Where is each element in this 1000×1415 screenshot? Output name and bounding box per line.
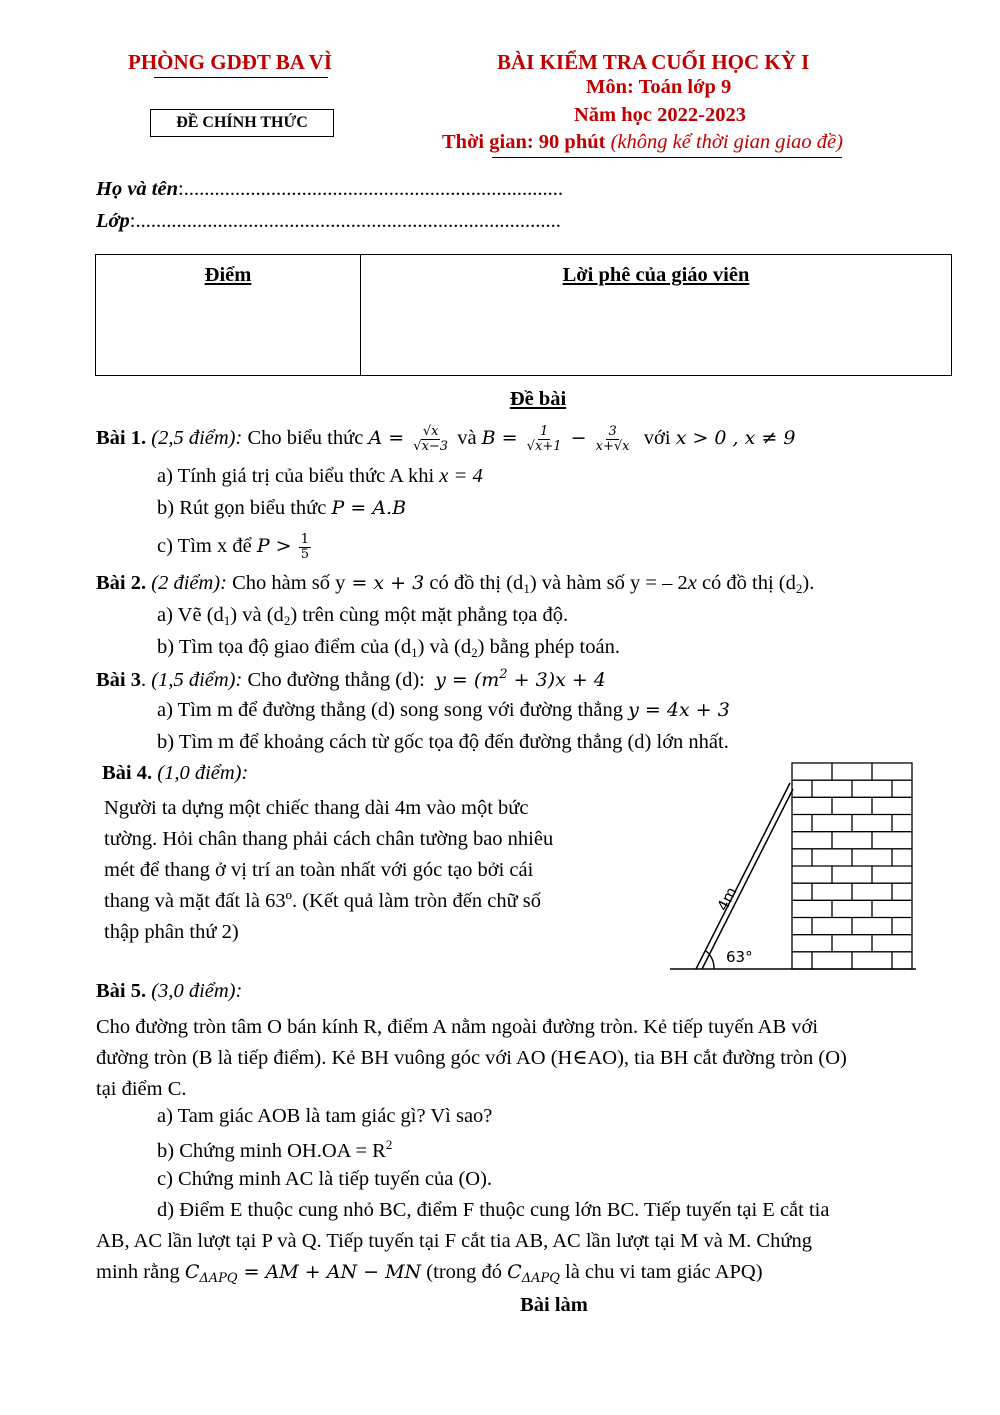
bai2-a-text: a) Vẽ (d (157, 604, 224, 626)
angle-label: 63° (726, 948, 753, 966)
minus-sign: − (570, 427, 587, 449)
name-dots: :.......................................................................... (178, 178, 563, 200)
bai1-c-math: P > (256, 535, 292, 557)
bai2-text3: ) và hàm số y = – 2 (529, 572, 688, 594)
bai4-label: Bài 4. (102, 762, 153, 784)
bai4-line: thang và mặt đất là 63º. (Kết quả làm tròn đến chữ số (104, 890, 542, 912)
bai1-intro: Cho biểu thức (247, 427, 364, 449)
bai5-heading (96, 980, 242, 1003)
department-underline (154, 77, 328, 78)
ladder-line-1 (696, 783, 790, 969)
fraction-a: $\frac{√x}{√x-3}$ (413, 423, 449, 454)
comment-header: Lời phê của giáo viên (562, 264, 750, 286)
bai1-condition: x > 0 , x ≠ 9 (675, 427, 796, 449)
bai5-d-line1: d) Điểm E thuộc cung nhỏ BC, điểm F thuộc cung lớn BC. Tiếp tuyến tại E cắt tia (157, 1199, 830, 1221)
bai5-b-text: b) Chứng minh OH.OA = R (157, 1140, 386, 1162)
bai5-intro-line: tại điểm C. (96, 1078, 187, 1100)
bai5-a: a) Tam giác AOB là tam giác gì? Vì sao? (157, 1105, 493, 1127)
bai2-points: (2 điểm): (151, 572, 227, 594)
bai4-text (104, 793, 553, 948)
title-underline (492, 157, 842, 158)
bai1-a (157, 465, 483, 488)
bai3-line-equation: $y = (m^2 + 3)x + 4$ (435, 667, 606, 691)
fraction-b1: $\frac{1}{√x+1}$ (526, 423, 562, 454)
bai2-label: Bài 2. (96, 572, 147, 594)
exam-subject: Môn: Toán lớp 9 (586, 76, 732, 98)
official-label: ĐỀ CHÍNH THỨC (176, 114, 308, 131)
bai4-line: Người ta dựng một chiếc thang dài 4m vào một bức (104, 797, 529, 819)
ladder-wall-figure (670, 760, 920, 975)
bai2-a: a) Vẽ $(d_1)$ và $(d_2)$ trên cùng một mặt phẳng tọa độ. (157, 604, 569, 628)
bai4-line: mét để thang ở vị trí an toàn nhất với góc tạo bởi cái (104, 859, 534, 881)
bai1-b-text: b) Rút gọn biểu thức (157, 497, 327, 519)
student-class-line (96, 210, 561, 233)
bai1-a-text: a) Tính giá trị của biểu thức A khi (157, 465, 435, 487)
bai2-math1: = x + 3 (345, 572, 425, 594)
exam-title: BÀI KIỂM TRA CUỐI HỌC KỲ I (497, 50, 810, 74)
bai5-intro (96, 1012, 847, 1105)
bai2-text4: có đồ thị (d (696, 572, 796, 594)
bai1-b (157, 497, 406, 520)
ladder-line-2 (702, 789, 793, 969)
bai5-d-line3-a: minh rằng (96, 1261, 180, 1283)
expr-a-lhs: A = (368, 427, 405, 449)
bai4-line: thập phân thứ 2) (104, 921, 239, 943)
brick-wall (792, 763, 912, 969)
bai1-and: và (457, 427, 477, 449)
bai1-label: Bài 1. (96, 427, 147, 449)
bai2-text2: có đồ thị (d (424, 572, 524, 594)
bai5-d-line2: AB, AC lần lượt tại P và Q. Tiếp tuyến tại F cắt tia AB, AC lần lượt tại M và M. Chứng (96, 1230, 812, 1252)
bai1-c-text: c) Tìm x để (157, 535, 252, 557)
bai3-a (157, 699, 730, 722)
bai3-points: (1,5 điểm): (151, 669, 243, 691)
bai4-points: (1,0 điểm): (157, 762, 249, 784)
bai5-d-line3-c: là chu vi tam giác APQ) (565, 1261, 763, 1283)
bai3-a-math: y = 4x + 3 (628, 699, 730, 721)
perimeter-equation: $C_{\Delta APQ}$ = AM + AN − MN (184, 1261, 422, 1286)
expr-b-lhs: B = (481, 427, 518, 449)
school-year: Năm học 2022-2023 (574, 104, 746, 126)
bai5-c: c) Chứng minh AC là tiếp tuyến của (O). (157, 1168, 493, 1190)
problems-title: Đề bài (509, 388, 567, 410)
bai5-points: (3,0 điểm): (151, 980, 243, 1002)
bai3-intro: Cho đường thẳng (d): (247, 669, 425, 691)
bai5-d-line3-b: (trong đó (426, 1261, 503, 1283)
student-name-line (96, 178, 563, 201)
time-main: Thời gian: 90 phút (442, 131, 606, 153)
bai5-d-line3 (96, 1261, 763, 1286)
bai3-a-text: a) Tìm m để đường thẳng (d) song song với đường thẳng (157, 699, 624, 721)
bai1-line (96, 420, 795, 456)
bai5-b: b) Chứng minh $OH.OA = R^2$ (157, 1137, 393, 1162)
bai3-b: b) Tìm m để khoảng cách từ gốc tọa độ đến đường thẳng (d) lớn nhất. (157, 731, 729, 753)
bai5-label: Bài 5. (96, 980, 147, 1002)
grade-table (95, 254, 952, 376)
fraction-one-fifth: $\frac{1}{5}$ (300, 531, 309, 562)
perimeter-symbol: $C_{\Delta APQ}$ (507, 1261, 560, 1286)
bai3-label: Bài 3 (96, 669, 141, 691)
class-dots: :................................................................................... (129, 210, 561, 232)
bai5-intro-line: Cho đường tròn tâm O bán kính R, điểm A nằm ngoài đường tròn. Kẻ tiếp tuyến AB với (96, 1016, 819, 1038)
bai1-points: (2,5 điểm): (151, 427, 243, 449)
time-note: (không kể thời gian giao đề) (610, 131, 843, 153)
bai2-a-rest: ) trên cùng một mặt phẳng tọa độ. (290, 604, 569, 626)
bai3-line: Bài 3. (1,5 điểm): Cho đường thẳng (d): $y = (m^2 + 3)x + 4$ (96, 667, 606, 691)
time-line (442, 131, 843, 154)
bai5-intro-line: đường tròn (B là tiếp điểm). Kẻ BH vuông góc với AO (H∈AO), tia BH cắt đường tròn (O) (96, 1047, 847, 1069)
bai1-b-math: P = A.B (331, 497, 407, 519)
length-label: 4m (713, 884, 741, 914)
bai2-line: Bài 2. (2 điểm): Cho hàm số y = x + 3 có đồ thị $(d_1)$ và hàm số y = – 2x có đồ thị $(d_2)$. (96, 572, 815, 596)
name-label: Họ và tên (96, 178, 178, 200)
official-box (150, 109, 334, 137)
bai2-b: b) Tìm tọa độ giao điểm của $(d_1)$ và $(d_2)$ bằng phép toán. (157, 636, 620, 660)
bai2-b-text: b) Tìm tọa độ giao điểm của (d (157, 636, 412, 658)
bai2-b-rest: ) bằng phép toán. (477, 636, 620, 658)
answer-title: Bài làm (520, 1294, 588, 1316)
bai1-c (157, 526, 313, 566)
bai1-cond-word: với (643, 427, 671, 449)
class-label: Lớp (96, 210, 130, 232)
bai2-text1: Cho hàm số y (232, 572, 346, 594)
bai4-heading (102, 762, 248, 785)
bai1-a-math: x = 4 (439, 465, 483, 487)
department-name: PHÒNG GDĐT BA VÌ (128, 50, 333, 74)
bai4-line: tường. Hỏi chân thang phải cách chân tường bao nhiêu (104, 828, 554, 850)
fraction-b2: $\frac{3}{x+√x}$ (595, 423, 630, 454)
score-header: Điểm (204, 264, 252, 286)
